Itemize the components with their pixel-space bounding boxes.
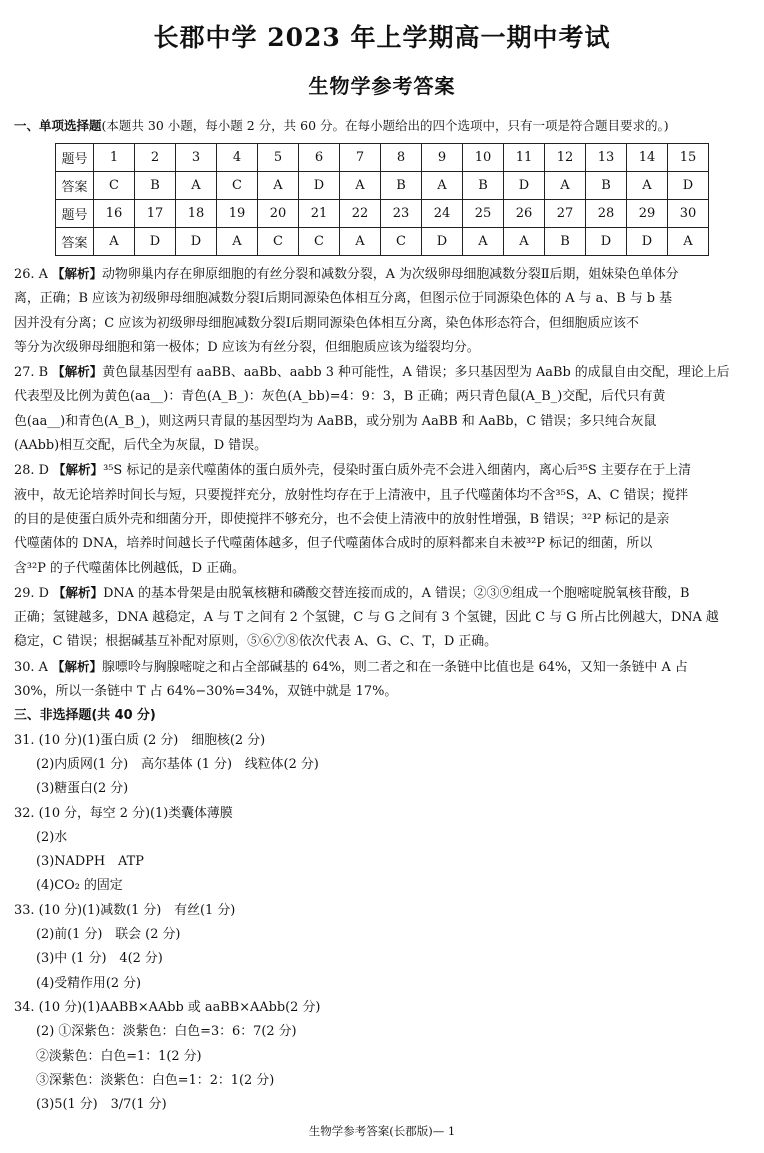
analysis-tag: 【解析】 <box>53 584 104 600</box>
qnum: 30 <box>668 200 709 228</box>
text-line: 代表型及比例为黄色(aa__)：青色(A_B_)：灰色(A_bb)=4：9：3，B 正确；两只青色鼠(A_B_)交配，后代只有黄 <box>14 389 666 405</box>
text-line: 正确；氢键越多，DNA 越稳定，A 与 T 之间有 2 个氢键，C 与 G 之间有 3 个氢键，因此 C 与 G 所占比例越大，DNA 越 <box>14 610 719 626</box>
text-line: (3)中 (1 分) 4(2 分) <box>36 951 163 967</box>
q27-explanation <box>14 360 754 458</box>
answer-cell: A <box>504 228 545 256</box>
text-line: 稳定，C 错误；根据碱基互补配对原则，⑤⑥⑦⑧依次代表 A、G、C、T，D 正确。 <box>14 634 498 650</box>
question-number: 30. A <box>14 659 48 675</box>
table-row-ans2 <box>56 228 709 256</box>
section1-label: 一、单项选择题 <box>14 118 102 133</box>
answer-cell: B <box>463 172 504 200</box>
qnum: 20 <box>258 200 299 228</box>
section1-header <box>14 116 759 134</box>
qnum: 8 <box>381 144 422 172</box>
text-line: 离，正确；B 应该为初级卵母细胞减数分裂Ⅰ后期同源染色体相互分离，但图示位于同源染色体的 A 与 a、B 与 b 基 <box>14 291 673 307</box>
answer-cell: C <box>381 228 422 256</box>
qnum: 18 <box>176 200 217 228</box>
qnum: 11 <box>504 144 545 172</box>
text-line: 含³²P 的子代噬菌体比例越低，D 正确。 <box>14 560 245 576</box>
answer-cell: B <box>545 228 586 256</box>
answer-cell: D <box>135 228 176 256</box>
answer-cell: D <box>504 172 545 200</box>
answer-cell: B <box>586 172 627 200</box>
answer-body <box>14 262 754 1117</box>
qnum: 2 <box>135 144 176 172</box>
answer-cell: B <box>381 172 422 200</box>
qnum: 5 <box>258 144 299 172</box>
question-number: 28. D <box>14 463 49 479</box>
answer-cell: A <box>94 228 135 256</box>
answer-cell: D <box>627 228 668 256</box>
answer-cell: A <box>340 228 381 256</box>
row-label: 答案 <box>56 172 94 200</box>
qnum: 17 <box>135 200 176 228</box>
answer-cell: A <box>217 228 258 256</box>
qnum: 23 <box>381 200 422 228</box>
q26-explanation <box>14 262 754 360</box>
table-row-num2 <box>56 200 709 228</box>
text-line: (2)水 <box>36 829 68 845</box>
text-line: 30%，所以一条链中 T 占 64%−30%=34%，双链中就是 17%。 <box>14 684 398 700</box>
page-footer: 生物学参考答案(长郡版)— 1 <box>308 1124 456 1138</box>
text-line: ③深紫色：淡紫色：白色=1：2：1(2 分) <box>36 1072 275 1088</box>
question-number: 29. D <box>14 585 49 601</box>
answer-cell: A <box>668 228 709 256</box>
analysis-tag: 【解析】 <box>52 658 103 674</box>
text-line: 32. (10 分，每空 2 分)(1)类囊体薄膜 <box>14 805 233 821</box>
qnum: 7 <box>340 144 381 172</box>
text-line: (AAbb)相互交配，后代全为灰鼠，D 错误。 <box>14 438 267 454</box>
qnum: 10 <box>463 144 504 172</box>
q31-answer <box>14 729 754 802</box>
question-number: 26. A <box>14 267 48 282</box>
qnum: 19 <box>217 200 258 228</box>
answer-cell: A <box>340 172 381 200</box>
answer-cell: D <box>176 228 217 256</box>
qnum: 15 <box>668 144 709 172</box>
q33-answer <box>14 899 754 996</box>
section1-desc: (本题共 30 小题，每小题 2 分，共 60 分。在每小题给出的四个选项中，只有一项是符合题目要求的。) <box>101 118 669 133</box>
answer-cell: A <box>627 172 668 200</box>
section3-header: 三、非选择题(共 40 分) <box>14 708 156 724</box>
text-line: 等分为次级卵母细胞和第一极体；D 应该为有丝分裂，但细胞质应该为缢裂均分。 <box>14 339 480 355</box>
text-line: (2)内质网(1 分) 高尔基体 (1 分) 线粒体(2 分) <box>36 756 319 772</box>
text-line: 黄色鼠基因型有 aaBB、aaBb、aabb 3 种可能性，A 错误；多只基因型为 AaBb 的成鼠自由交配，理论上后 <box>102 365 730 381</box>
qnum: 21 <box>299 200 340 228</box>
q29-explanation <box>14 581 754 655</box>
text-line: (3)5(1 分) 3/7(1 分) <box>36 1097 167 1113</box>
qnum: 14 <box>627 144 668 172</box>
qnum: 9 <box>422 144 463 172</box>
qnum: 26 <box>504 200 545 228</box>
qnum: 27 <box>545 200 586 228</box>
qnum: 24 <box>422 200 463 228</box>
answer-cell: D <box>299 172 340 200</box>
answer-cell: A <box>463 228 504 256</box>
text-line: (2) ①深紫色：淡紫色：白色=3：6：7(2 分) <box>36 1024 297 1040</box>
qnum: 13 <box>586 144 627 172</box>
analysis-tag: 【解析】 <box>52 266 103 281</box>
answer-table <box>55 143 709 256</box>
text-line: 动物卵巢内存在卵原细胞的有丝分裂和减数分裂，A 为次级卵母细胞减数分裂Ⅱ后期，姐妹染色单体分 <box>102 267 679 282</box>
table-row-num1 <box>56 144 709 172</box>
q32-answer <box>14 802 754 899</box>
qnum: 12 <box>545 144 586 172</box>
text-line: (4)受精作用(2 分) <box>36 975 142 991</box>
text-line: 的目的是使蛋白质外壳和细菌分开，即使搅拌不够充分，也不会使上清液中的放射性增强，B 错误；³²P 标记的是亲 <box>14 511 670 527</box>
text-line: 31. (10 分)(1)蛋白质 (2 分) 细胞核(2 分) <box>14 732 266 748</box>
text-line: 34. (10 分)(1)AABB×AAbb 或 aaBB×AAbb(2 分) <box>14 999 321 1015</box>
answer-cell: D <box>422 228 463 256</box>
qnum: 16 <box>94 200 135 228</box>
answer-cell: C <box>258 228 299 256</box>
answer-cell: D <box>668 172 709 200</box>
qnum: 1 <box>94 144 135 172</box>
analysis-tag: 【解析】 <box>53 462 104 478</box>
text-line: (4)CO₂ 的固定 <box>36 878 123 894</box>
row-label: 题号 <box>56 144 94 172</box>
row-label: 答案 <box>56 228 94 256</box>
qnum: 25 <box>463 200 504 228</box>
exam-title: 长郡中学 2023 年上学期高一期中考试 <box>153 23 611 52</box>
text-line: 代噬菌体的 DNA，培养时间越长子代噬菌体越多，但子代噬菌体合成时的原料都来自未被³²P 标记的细菌，所以 <box>14 536 653 552</box>
q28-explanation <box>14 458 754 580</box>
qnum: 29 <box>627 200 668 228</box>
text-line: 因并没有分离；C 应该为初级卵母细胞减数分裂Ⅰ后期同源染色体相互分离，染色体形态符合，但细胞质应该不 <box>14 315 639 331</box>
qnum: 6 <box>299 144 340 172</box>
analysis-tag: 【解析】 <box>52 364 103 380</box>
answer-cell: A <box>258 172 299 200</box>
table-row-ans1 <box>56 172 709 200</box>
text-line: (3)NADPH ATP <box>36 854 144 870</box>
answer-cell: C <box>217 172 258 200</box>
text-line: ³⁵S 标记的是亲代噬菌体的蛋白质外壳，侵染时蛋白质外壳不会进入细菌内，离心后³⁵S 主要存在于上清 <box>103 463 691 479</box>
qnum: 4 <box>217 144 258 172</box>
answer-cell: D <box>586 228 627 256</box>
answer-cell: A <box>422 172 463 200</box>
answer-cell: A <box>176 172 217 200</box>
answer-cell: C <box>299 228 340 256</box>
q30-explanation <box>14 655 754 705</box>
text-line: (3)糖蛋白(2 分) <box>36 781 129 797</box>
answer-cell: A <box>545 172 586 200</box>
qnum: 28 <box>586 200 627 228</box>
row-label: 题号 <box>56 200 94 228</box>
text-line: (2)前(1 分) 联会 (2 分) <box>36 927 181 943</box>
page-subtitle: 生物学参考答案 <box>308 74 456 98</box>
q34-answer <box>14 996 754 1117</box>
text-line: 液中，故无论培养时间长与短，只要搅拌充分，放射性均存在于上清液中，且子代噬菌体均不含³⁵S，A、C 错误；搅拌 <box>14 487 689 503</box>
answer-cell: C <box>94 172 135 200</box>
text-line: ②淡紫色：白色=1：1(2 分) <box>36 1048 202 1064</box>
text-line: 腺嘌呤与胸腺嘧啶之和占全部碱基的 64%，则二者之和在一条链中比值也是 64%，又知一条链中 A 占 <box>102 659 688 675</box>
text-line: DNA 的基本骨架是由脱氧核糖和磷酸交替连接而成的，A 错误；②③⑨组成一个胞嘧啶脱氧核苷酸，B <box>103 585 690 601</box>
question-number: 27. B <box>14 365 49 381</box>
text-line: 色(aa__)和青色(A_B_)，则这两只青鼠的基因型均为 AaBB，或分别为 AaBB 和 AaBb，C 错误；多只纯合灰鼠 <box>14 413 657 429</box>
qnum: 22 <box>340 200 381 228</box>
qnum: 3 <box>176 144 217 172</box>
answer-cell: B <box>135 172 176 200</box>
text-line: 33. (10 分)(1)减数(1 分) 有丝(1 分) <box>14 902 236 918</box>
